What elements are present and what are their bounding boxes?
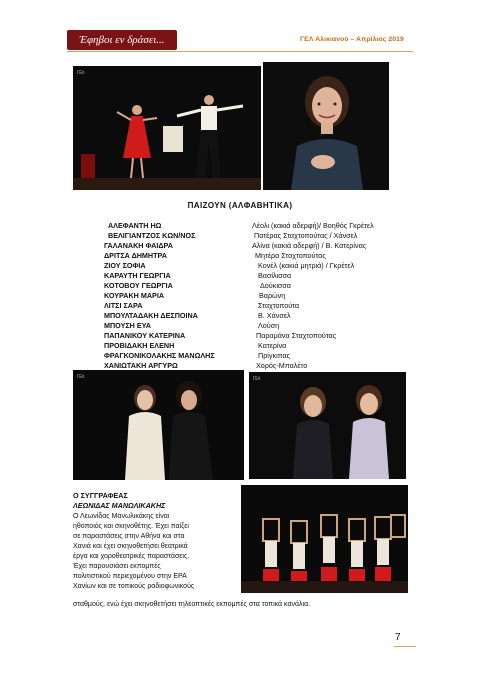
header-badge-text: Έφηβοι εν δράσει... [79, 34, 165, 46]
cast-name: ΠΑΠΑΝΙΚΟΥ ΚΑΤΕΡΙΝΑ [104, 331, 186, 340]
cast-role: Πατέρας Σταχτοπούτας / Χάνσελ [254, 231, 358, 240]
writer-bio-line: Έχει παρουσιάσει εκπομπές [73, 563, 161, 570]
cast-section-title: ΠΑΙΖΟΥΝ (ΑΛΦΑΒΗΤΙΚΑ) [187, 201, 293, 210]
cast-name: ΛΙΤΣΙ ΣΑΡΑ [104, 301, 143, 310]
stage-photo-group-with-frames-art [241, 485, 408, 593]
writer-bio-line: Χανίων και σε τοπικούς ραδιοφωνικούς [73, 583, 195, 590]
writer-bio-line: πολιτιστικού περιεχομένου στην ΕΡΑ [73, 573, 187, 580]
stage-photo-two-girls-seated [73, 370, 244, 480]
cast-role: Β. Χάνσελ [258, 311, 291, 320]
writer-bio-line: Ο Λεωνίδας Μανωλικάκης είναι [73, 513, 170, 520]
stage-photo-two-girls-seated-art [73, 370, 244, 480]
writer-bio-line: σταθμούς, ενώ έχει σκηνοθετήσει τηλεοπτικές εκπομπές στα τοπικά κανάλια. [73, 601, 311, 608]
cast-role: Αλίνα (κακιά αδερφή) / Β. Κατερίνας [252, 241, 367, 250]
stage-photo-two-girls-standing [249, 372, 406, 479]
cast-role: Βαρώνη [259, 291, 286, 300]
cast-role: Παραμάνα Σταχτοπούτας [256, 331, 337, 340]
stage-photo-group-with-frames [241, 485, 408, 593]
writer-bio-line: Χανιά και έχει σκηνοθετήσει θεατρικά [73, 543, 188, 550]
cast-role: Μητέρα Σταχτοπούτας [255, 251, 326, 260]
cast-role: Πρίγκιπας [258, 351, 291, 360]
cast-name: ΦΡΑΓΚΟΝΙΚΟΛΑΚΗΣ ΜΑΝΩΛΗΣ [104, 351, 215, 360]
svg-text:ΓΕΛ: ΓΕΛ [77, 70, 85, 75]
cast-name: ΜΠΟΥΛΤΑΔΑΚΗ ΔΕΣΠΟΙΝΑ [104, 311, 198, 320]
cast-name: ΠΡΟΒΙΔΑΚΗ ΕΛΕΝΗ [104, 341, 175, 350]
header-badge [67, 30, 177, 50]
writer-bio-line: σε παραστάσεις στην Αθήνα και στα [73, 533, 185, 540]
svg-text:ΓΕΛ: ΓΕΛ [77, 374, 85, 379]
cast-name: ΚΟΤΟΒΟΥ ΓΕΩΡΓΙΑ [104, 281, 173, 290]
writer-heading: Ο ΣΥΓΓΡΑΦΕΑΣ [73, 491, 128, 500]
cast-role: Σταχτοπούτα [258, 301, 300, 310]
cast-role: Κονέλ (κακιά μητριά) / Γκρέτελ [258, 261, 355, 270]
cast-role: Βασίλισσα [258, 271, 292, 280]
writer-bio-line: έργα και χοροθεατρικές παραστάσεις. [73, 553, 190, 560]
stage-photo-dancing-couple [73, 66, 261, 190]
cast-role: Κατερίνα [258, 341, 287, 350]
svg-text:ΓΕΛ: ΓΕΛ [253, 376, 261, 381]
cast-name: ΚΟΥΡΑΚΗ ΜΑΡΙΑ [104, 291, 165, 300]
stage-photo-girl-portrait-art [263, 62, 389, 190]
footer-rule [394, 646, 416, 647]
cast-name: ΖΙΟΥ ΣΟΦΙΑ [104, 261, 146, 270]
stage-photo-girl-portrait [263, 62, 389, 190]
cast-role: Δούκισσα [260, 281, 291, 290]
cast-role: Λούση [258, 321, 280, 330]
cast-name: ΒΕΛΙΓΙΑΝΤΖΟΣ ΚΩΝ/ΝΟΣ [108, 231, 196, 240]
header-issue-text: ΓΕΛ Αλικιανού – Απρίλιος 2019 [300, 36, 404, 43]
cast-name: ΑΛΕΦΑΝΤΗ ΗΩ [108, 221, 162, 230]
header-rule [67, 51, 413, 52]
cast-role: Λέολι (κακιά αδερφή)/ Βοηθός Γκρέτελ [252, 221, 374, 230]
stage-photo-dancing-couple-art [73, 66, 261, 190]
cast-name: ΚΑΡΑΥΤΗ ΓΕΩΡΓΙΑ [104, 271, 171, 280]
cast-name: ΓΑΛΑΝΑΚΗ ΦΑΙΔΡΑ [104, 241, 173, 250]
cast-role: Χορός-Μπαλέτο [256, 361, 308, 370]
writer-bio-line: ηθοποιός και σκηνοθέτης. Έχει παίξει [73, 523, 189, 530]
writer-name: ΛΕΩΝΙΔΑΣ ΜΑΝΩΛΙΚΑΚΗΣ [73, 501, 166, 510]
page-number: 7 [395, 632, 401, 643]
stage-photo-two-girls-standing-art [249, 372, 406, 479]
cast-name: ΜΠΟΥΣΗ ΕΥΑ [104, 321, 151, 330]
cast-name: ΧΑΝΙΩΤΑΚΗ ΑΡΓΥΡΩ [104, 361, 178, 370]
cast-name: ΔΡΙΤΣΑ ΔΗΜΗΤΡΑ [104, 251, 167, 260]
